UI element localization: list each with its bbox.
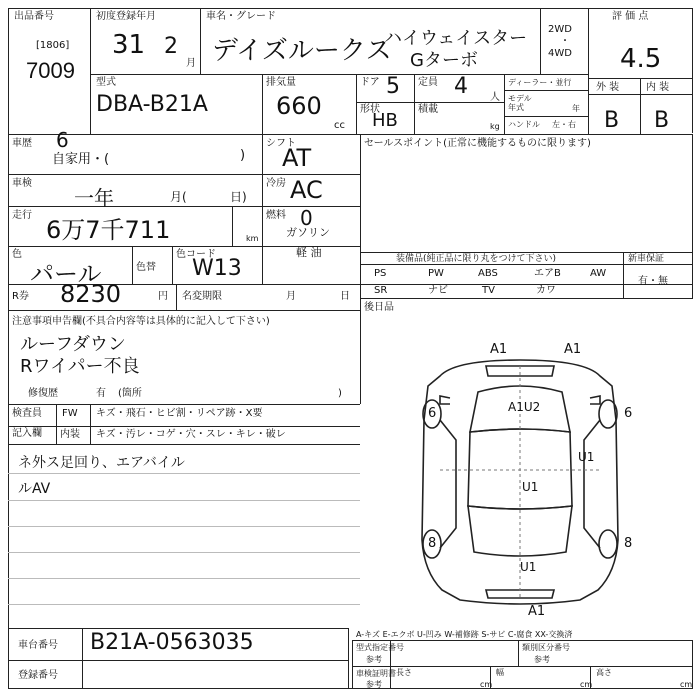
mark-u1-rear: U1: [520, 560, 537, 574]
damage-legend: A-キズ E-エクボ U-凹み W-補修跡 S-サビ C-腐食 XX-交換済: [356, 630, 573, 639]
ext-label: 外 装: [596, 82, 620, 93]
int-items: キズ・汚レ・コゲ・穴・スレ・キレ・破レ: [96, 429, 286, 440]
divider: [518, 640, 519, 666]
front-bumper: [486, 366, 554, 376]
name-change-day: 日: [340, 291, 350, 302]
int-label: 内 装: [646, 82, 670, 93]
new-car-warranty-label: 新車保証: [628, 254, 665, 264]
ac-value: AC: [290, 176, 323, 204]
cert-label: 型式指定番号: [356, 643, 404, 652]
equip-pw: PW: [428, 268, 444, 279]
new-car-warranty-value: 有・無: [638, 276, 668, 287]
equipment-label: 装備品(純正品に限り丸をつけて下さい): [396, 254, 557, 264]
kg-unit: kg: [490, 122, 500, 131]
divider: [90, 8, 91, 134]
cc-unit: cc: [334, 120, 345, 131]
registration-label: 登録番号: [18, 670, 58, 681]
history-close: ): [240, 148, 246, 163]
repair-location: (箇所: [118, 388, 142, 399]
post-date-label: 後日品: [364, 302, 394, 313]
notes-label: 注意事項申告欄(不具合内容等は具体的に記入して下さい): [12, 316, 270, 327]
mirror-left: [440, 396, 450, 404]
mileage-value: 6万7千711: [46, 216, 171, 244]
frame-top: [8, 8, 693, 9]
frame-left: [8, 8, 9, 688]
divider: [82, 628, 83, 688]
mark-6-left: 6: [428, 406, 437, 421]
divider: [352, 640, 693, 641]
inspector-label1: 検査員: [12, 408, 42, 419]
divider: [8, 404, 360, 405]
cert-ref: 参考: [366, 655, 382, 664]
divider: [8, 310, 360, 311]
equip-leather: カワ: [536, 285, 556, 296]
fuel-circle-mark: 0: [300, 206, 313, 230]
divider: [348, 628, 349, 688]
inspection-value: 一年: [74, 186, 114, 210]
equip-abs: ABS: [478, 268, 498, 279]
rating-label: 評 価 点: [612, 11, 649, 22]
repair-value: 有: [96, 388, 106, 399]
ruled-line: [8, 526, 360, 527]
ruled-line: [8, 578, 360, 579]
divider: [352, 640, 353, 688]
shift-label: シフト: [266, 138, 296, 149]
divider: [8, 628, 348, 629]
divider: [8, 174, 360, 175]
divider: [504, 116, 588, 117]
shape-value: HB: [372, 110, 398, 131]
color-code-label: 色コード: [176, 249, 216, 260]
fw-items: キズ・飛石・ヒビ割・リペア跡・X要: [96, 408, 263, 419]
grade: ハイウェイスター: [384, 28, 528, 49]
equip-ps: PS: [374, 268, 387, 279]
mileage-label: 走行: [12, 210, 32, 221]
history-value: 自家用・(: [52, 152, 110, 167]
first-reg-year: 31: [112, 30, 146, 60]
divider: [262, 134, 263, 284]
equip-sr: SR: [374, 285, 388, 296]
fw-label: FW: [62, 408, 78, 419]
load-label: 積載: [418, 104, 438, 115]
ruled-line: [8, 500, 360, 501]
handle-value: 左・右: [552, 120, 576, 129]
lot-label: 出品番号: [14, 11, 54, 22]
inspector-label2: 記入欄: [12, 428, 42, 439]
inspection-label: 車検: [12, 178, 32, 189]
divider: [8, 660, 348, 661]
mark-6-right: 6: [624, 406, 633, 421]
repair-close: ): [338, 388, 342, 399]
mark-a1-rear: A1: [528, 604, 546, 619]
year-unit: 年: [572, 104, 580, 113]
lot-number: 7009: [26, 58, 75, 83]
lot-sub: [1806]: [36, 40, 70, 51]
ac-label: 冷房: [266, 178, 286, 189]
grade2: Gターボ: [410, 50, 478, 71]
color-change-label: 色替: [136, 262, 156, 273]
model-year-label: モデル 年式: [508, 94, 532, 112]
chassis-label: 車台番号: [18, 640, 58, 651]
mark-8-left: 8: [428, 536, 437, 551]
recycle-value: 8230: [60, 280, 122, 308]
left-side-line: [440, 420, 456, 548]
divider: [132, 246, 133, 284]
rear-window: [468, 506, 572, 556]
divider: [352, 666, 693, 667]
ext-grade: B: [604, 108, 620, 133]
vehicle-cert-label: 車検証明書: [356, 669, 396, 678]
color-value: パール: [30, 260, 102, 288]
fuel-label: 燃料: [266, 210, 286, 221]
equip-navi: ナビ: [428, 285, 448, 296]
divider: [176, 284, 177, 310]
int-grade: B: [654, 108, 670, 133]
history-circle-mark: 6: [56, 128, 69, 152]
divider: [360, 298, 693, 299]
wheel-rr: [599, 530, 617, 558]
recycle-label: R券: [12, 291, 29, 302]
type-label: 型式: [96, 77, 116, 88]
notes-line2: Rワイパー不良: [20, 356, 140, 377]
equip-aw: AW: [590, 268, 607, 279]
divider: [200, 8, 201, 74]
mark-a1-front-left: A1: [490, 342, 508, 357]
ruled-line: [8, 552, 360, 553]
mark-u1-roof: U1: [522, 480, 539, 494]
first-reg-month: 2: [164, 34, 178, 59]
divider: [56, 404, 57, 444]
name-change-label: 名変期限: [182, 291, 222, 302]
mark-u1-right-side: U1: [578, 450, 595, 464]
divider: [90, 404, 91, 444]
displacement-label: 排気量: [266, 77, 296, 88]
length-label: 長さ: [396, 668, 412, 677]
divider: [692, 134, 693, 298]
mark-8-right: 8: [624, 536, 633, 551]
mirror-right: [590, 396, 600, 404]
drive-2wd: 2WD: [548, 24, 572, 35]
divider: [588, 8, 589, 134]
category-ref: 参考: [534, 655, 550, 664]
inspector-handwritten2: ルAV: [18, 481, 51, 497]
displacement-value: 660: [276, 92, 322, 120]
divider: [640, 78, 641, 134]
divider: [232, 206, 233, 246]
color-code-value: W13: [192, 256, 242, 281]
divider: [8, 444, 360, 445]
inspection-day: 日): [230, 190, 247, 204]
wheel-fr: [599, 400, 617, 428]
first-reg-month-unit: 月: [186, 58, 196, 69]
capacity-value: 4: [454, 74, 468, 99]
divider: [90, 74, 588, 75]
category-label: 類別区分番号: [522, 643, 570, 652]
type-value: DBA-B21A: [96, 92, 208, 117]
divider: [504, 90, 588, 91]
frame-right: [692, 8, 693, 133]
right-side-line: [584, 420, 600, 548]
chassis-value: B21A-0563035: [90, 630, 254, 655]
repair-label: 修復歴: [28, 388, 58, 399]
roof: [468, 429, 572, 509]
fuel-gas: ガソリン: [286, 226, 330, 239]
km-unit: km: [246, 234, 259, 243]
first-reg-label: 初度登録年月: [96, 11, 156, 22]
frame-row-divider: [8, 134, 693, 135]
ruled-line: [8, 604, 360, 605]
divider: [504, 74, 505, 134]
rating-value: 4.5: [620, 44, 662, 74]
width-cm: cm: [580, 680, 593, 689]
door-label: ドア: [360, 77, 380, 88]
model-name: デイズルークス: [212, 36, 392, 66]
shape-label: 形状: [360, 104, 380, 115]
divider: [414, 74, 415, 134]
int-check-label: 内装: [60, 429, 80, 440]
length-cm: cm: [480, 680, 493, 689]
door-value: 5: [386, 74, 400, 99]
divider: [356, 74, 357, 134]
person-unit: 人: [490, 92, 500, 103]
equip-tv: TV: [482, 285, 495, 296]
height-cm: cm: [680, 680, 693, 689]
divider: [356, 102, 504, 103]
mark-a1-front-right: A1: [564, 342, 582, 357]
drive-4wd: 4WD: [548, 48, 572, 59]
divider: [8, 426, 360, 427]
equip-airbag: エアB: [534, 268, 561, 279]
color-label: 色: [12, 249, 22, 260]
vehicle-cert-ref: 参考: [366, 680, 382, 689]
divider: [623, 252, 624, 298]
divider: [540, 8, 541, 74]
shift-value: AT: [282, 144, 312, 172]
drive-dot: ・: [560, 36, 570, 47]
width-label: 幅: [496, 668, 504, 677]
height-label: 高さ: [596, 668, 612, 677]
yen-unit: 円: [158, 291, 168, 302]
ruled-line: [8, 473, 360, 474]
inspector-handwritten1: ネ外ス足回り、エアバイル: [18, 455, 185, 471]
divider: [172, 246, 173, 284]
divider: [262, 74, 263, 134]
capacity-label: 定員: [418, 77, 438, 88]
mark-a1u2-windshield: A1U2: [508, 400, 541, 414]
divider: [360, 134, 361, 404]
notes-line1: ルーフダウン: [20, 334, 126, 355]
handle-label: ハンドル: [508, 120, 540, 129]
sales-point-label: セールスポイント(正常に機能するものに限ります): [364, 138, 591, 149]
model-label: 車名・グレード: [206, 11, 276, 22]
rear-bumper: [486, 590, 554, 598]
history-label: 車歴: [12, 138, 32, 149]
inspection-month: 月(: [170, 190, 187, 204]
dealer-label: ディーラー・並行: [508, 78, 572, 87]
fuel-light-oil: 軽 油: [296, 246, 322, 259]
name-change-month: 月: [286, 291, 296, 302]
divider: [588, 78, 692, 79]
